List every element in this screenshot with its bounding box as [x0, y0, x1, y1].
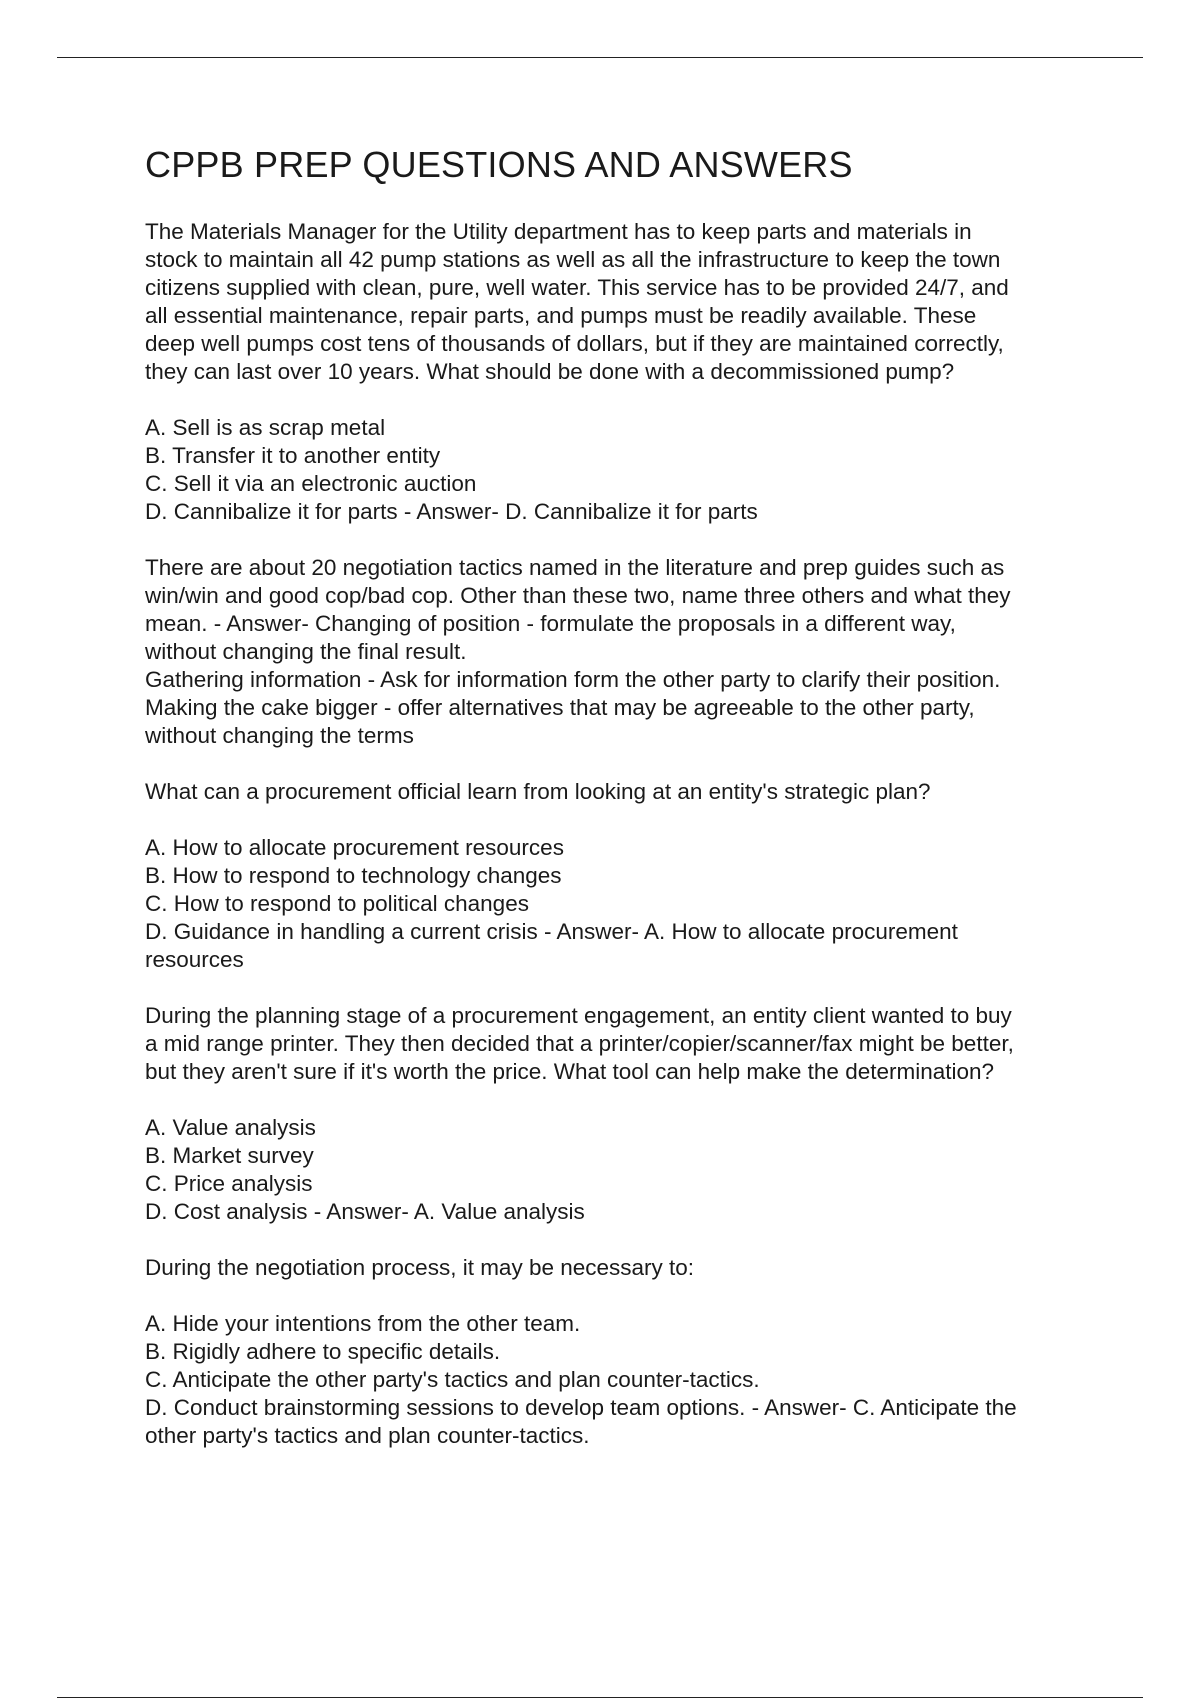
- text-line: D. Cannibalize it for parts - Answer- D. Cannibalize it for parts: [145, 499, 758, 524]
- text-line: Making the cake bigger - offer alternatives that may be agreeable to the other party,: [145, 695, 975, 720]
- paragraph: [145, 834, 1095, 974]
- text-line: A. Hide your intentions from the other team.: [145, 1311, 581, 1336]
- text-line: other party's tactics and plan counter-tactics.: [145, 1423, 590, 1448]
- footer-rule: [57, 1697, 1143, 1698]
- text-line: but they aren't sure if it's worth the price. What tool can help make the determination?: [145, 1059, 995, 1084]
- text-line: During the planning stage of a procurement engagement, an entity client wanted to buy: [145, 1003, 1012, 1028]
- paragraph: [145, 1310, 1095, 1450]
- paragraph: [145, 218, 1095, 386]
- document-title: CPPB PREP QUESTIONS AND ANSWERS: [145, 144, 853, 185]
- text-line: B. Market survey: [145, 1143, 314, 1168]
- document-body: [145, 140, 1095, 1478]
- text-line: resources: [145, 947, 244, 972]
- header-rule: [57, 57, 1143, 58]
- text-line: What can a procurement official learn from looking at an entity's strategic plan?: [145, 779, 931, 804]
- paragraph: [145, 778, 1095, 806]
- paragraph: [145, 1002, 1095, 1086]
- paragraph: [145, 554, 1095, 750]
- text-line: During the negotiation process, it may be necessary to:: [145, 1255, 695, 1280]
- paragraph: [145, 1114, 1095, 1226]
- text-line: Gathering information - Ask for information form the other party to clarify their position.: [145, 667, 1001, 692]
- text-line: C. Anticipate the other party's tactics and plan counter-tactics.: [145, 1367, 760, 1392]
- text-line: A. Sell is as scrap metal: [145, 415, 386, 440]
- text-line: B. Transfer it to another entity: [145, 443, 441, 468]
- text-line: deep well pumps cost tens of thousands of dollars, but if they are maintained correctly,: [145, 331, 1004, 356]
- paragraph-list: [145, 218, 1095, 1450]
- text-line: The Materials Manager for the Utility department has to keep parts and materials in: [145, 219, 972, 244]
- text-line: citizens supplied with clean, pure, well water. This service has to be provided 24/7, and: [145, 275, 1009, 300]
- text-line: a mid range printer. They then decided that a printer/copier/scanner/fax might be better,: [145, 1031, 1014, 1056]
- text-line: C. Sell it via an electronic auction: [145, 471, 477, 496]
- text-line: stock to maintain all 42 pump stations as well as all the infrastructure to keep the town: [145, 247, 1001, 272]
- text-line: all essential maintenance, repair parts, and pumps must be readily available. These: [145, 303, 977, 328]
- text-line: B. How to respond to technology changes: [145, 863, 562, 888]
- paragraph: [145, 414, 1095, 526]
- text-line: D. Conduct brainstorming sessions to develop team options. - Answer- C. Anticipate the: [145, 1395, 1017, 1420]
- text-line: B. Rigidly adhere to specific details.: [145, 1339, 501, 1364]
- text-line: D. Cost analysis - Answer- A. Value analysis: [145, 1199, 585, 1224]
- text-line: A. Value analysis: [145, 1115, 316, 1140]
- text-line: win/win and good cop/bad cop. Other than these two, name three others and what they: [145, 583, 1011, 608]
- text-line: D. Guidance in handling a current crisis - Answer- A. How to allocate procurement: [145, 919, 958, 944]
- text-line: C. Price analysis: [145, 1171, 313, 1196]
- text-line: mean. - Answer- Changing of position - formulate the proposals in a different way,: [145, 611, 956, 636]
- text-line: A. How to allocate procurement resources: [145, 835, 564, 860]
- paragraph: [145, 1254, 1095, 1282]
- text-line: There are about 20 negotiation tactics named in the literature and prep guides such as: [145, 555, 1005, 580]
- text-line: they can last over 10 years. What should be done with a decommissioned pump?: [145, 359, 955, 384]
- text-line: without changing the final result.: [145, 639, 467, 664]
- text-line: C. How to respond to political changes: [145, 891, 529, 916]
- text-line: without changing the terms: [145, 723, 414, 748]
